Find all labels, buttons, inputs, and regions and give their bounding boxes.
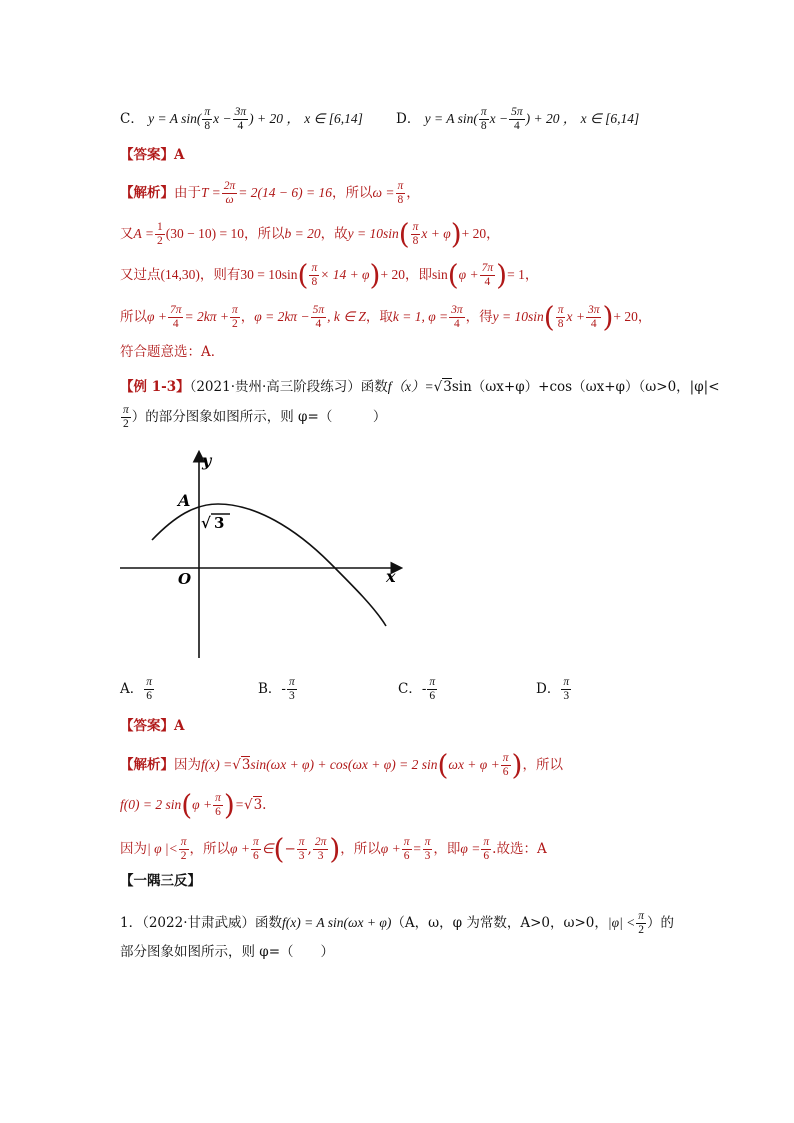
explanation-1-line-5: 符合题意选：A．: [120, 344, 225, 360]
explanation-2-line-2: f(0) = 2 sin(φ + $\frac{\pi}{6}$ )=√3.: [120, 788, 267, 822]
fraction: $\frac{\pi}{8}$: [480, 106, 487, 132]
fraction: $\frac{\pi}{3}$: [563, 676, 570, 702]
sqrt-value: 3: [214, 514, 225, 532]
choice-c[interactable]: C．- $\frac{\pi}{6}$: [398, 676, 436, 702]
right-paren: ): [369, 258, 381, 292]
fraction: $\frac{\pi}{2}$: [231, 304, 238, 330]
fraction: $\frac{\pi}{8}$: [557, 304, 564, 330]
fraction: $\frac{\pi}{6}$: [502, 752, 509, 778]
fraction: $\frac{5\pi}{4}$: [312, 304, 325, 330]
left-paren: (: [297, 258, 309, 292]
left-paren: (: [273, 832, 285, 866]
fraction: $\frac{\pi}{6}$: [215, 792, 221, 818]
explanation-1-line-2: 又A = $\frac{1}{2}$ (30 − 10) = 10，所以b = 20，故y = 10sin( $\frac{\pi}{8}$ x + φ)+ 20，: [120, 217, 500, 251]
fraction: $\frac{\pi}{6}$: [483, 836, 490, 862]
fraction: $\frac{\pi}{3}$: [288, 676, 295, 702]
options-cd-row: [120, 106, 363, 133]
fraction: $\frac{5\pi}{4}$: [511, 106, 523, 132]
explanation-1-line-3: 又过点(14,30)，则有30 = 10sin( $\frac{\pi}{8}$ × 14 + φ)+ 20，即sin(φ + $\frac{7\pi}{4}$ )= 1，: [120, 258, 539, 292]
fraction: $\frac{\pi}{2}$: [638, 910, 645, 936]
fraction: $\frac{3\pi}{4}$: [234, 106, 247, 132]
fraction: $\frac{\pi}{2}$: [123, 404, 129, 430]
left-paren: (: [181, 788, 193, 822]
sine-curve: [152, 504, 386, 626]
left-paren: (: [447, 258, 459, 292]
origin-label: O: [178, 570, 192, 588]
right-paren: ): [329, 832, 341, 866]
fraction: $\frac{\pi}{8}$: [412, 221, 419, 247]
fraction: $\frac{3\pi}{4}$: [587, 304, 600, 330]
sqrt-sign: √3: [243, 797, 263, 813]
fraction: $\frac{\pi}{6}$: [146, 676, 153, 702]
x-axis-label: x: [386, 567, 396, 586]
left-paren: (: [437, 748, 449, 782]
section-heading: 【一隅三反】: [120, 873, 201, 889]
right-paren: ): [223, 788, 235, 822]
choice-b[interactable]: B．- $\frac{\pi}{3}$: [258, 676, 295, 702]
example-header-cont: $\frac{\pi}{2}$ ）的部分图象如图所示，则 φ=（ ）: [123, 404, 387, 430]
fraction: $\frac{3\pi}{4}$: [451, 304, 463, 330]
sqrt-symbol: √: [201, 514, 211, 532]
left-paren: (: [543, 300, 555, 334]
answer-2: 【答案】A: [120, 718, 185, 734]
explanation-2-line-1: 【解析】因为f(x) =√3sin(ωx + φ) + cos(ωx + φ) = 2 sin(ωx + φ + $\frac{\pi}{6}$ )，所以: [120, 748, 563, 782]
function-graph: [120, 448, 410, 660]
fraction: $\frac{\pi}{3}$: [424, 836, 431, 862]
option-c: C． y = A sin( $\frac{\pi}{8}$ x − $\frac{3\pi}{4}$ ) + 20 ， x ∈ [6,14]: [120, 106, 363, 132]
right-paren: ): [450, 217, 462, 251]
example-header: 【例 1-3】（2021·贵州·高三阶段练习）函数f（x）=√3sin（ωx+φ）+cos（ωx+φ）（ω>0，|φ|<: [120, 379, 720, 395]
sqrt-sign: √3: [433, 379, 452, 395]
choice-a[interactable]: A． $\frac{\pi}{6}$: [120, 676, 153, 702]
option-d: D． y = A sin( $\frac{\pi}{8}$ x − $\frac{5\pi}{4}$ ) + 20 ， x ∈ [6,14]: [396, 106, 640, 132]
fraction: $\frac{\pi}{6}$: [429, 676, 436, 702]
problem-1-line-2: 部分图象如图所示，则 φ=（ ）: [120, 944, 335, 960]
fraction: $\frac{\pi}{8}$: [397, 180, 404, 206]
fraction: $\frac{1}{2}$: [157, 221, 163, 247]
right-paren: ): [496, 258, 508, 292]
explanation-1-line-1: 【解析】由于T = $\frac{2\pi}{\omega}$ = 2(14 − 6) = 16，所以ω = $\frac{\pi}{8}$ ，: [120, 180, 420, 206]
fraction: $\frac{\pi}{3}$: [298, 836, 305, 862]
right-paren: ): [602, 300, 614, 334]
answer-1: 【答案】A: [120, 147, 185, 163]
fraction: $\frac{7\pi}{4}$: [169, 304, 182, 330]
fraction: $\frac{\pi}{6}$: [253, 836, 259, 862]
fraction: $\frac{7\pi}{4}$: [481, 262, 494, 288]
explanation-2-line-3: 因为| φ |< $\frac{\pi}{2}$ ，所以φ + $\frac{\pi}{6}$ ∈(− $\frac{\pi}{3}$ , $\frac{2\pi}{3}$ )，所以φ + $\frac{\pi}{6}$ = $\frac{\pi}{3}$ ，即φ = $\frac{\pi}{6}$ .故选：A: [120, 832, 547, 866]
left-paren: (: [398, 217, 410, 251]
problem-1-line-1: 1．（2022·甘肃武威）函数f(x) = A sin(ωx + φ)（A，ω，φ 为常数，A>0，ω>0，|φ| < $\frac{\pi}{2}$ ）的: [120, 910, 675, 936]
fraction: $\frac{\pi}{6}$: [403, 836, 410, 862]
fraction: $\frac{2\pi}{3}$: [314, 836, 327, 862]
fraction: $\frac{\pi}{2}$: [180, 836, 187, 862]
sqrt-sign: √3: [232, 757, 251, 773]
right-paren: ): [511, 748, 523, 782]
choice-d[interactable]: D． $\frac{\pi}{3}$: [536, 676, 570, 702]
fraction: $\frac{\pi}{8}$: [204, 106, 211, 132]
explanation-1-line-4: 所以φ + $\frac{7\pi}{4}$ = 2kπ + $\frac{\pi}{2}$ ，φ = 2kπ − $\frac{5\pi}{4}$ , k ∈ Z，取k = 1, φ = $\frac{3\pi}{4}$ ，得y = 10sin( $\frac{\pi}{8}$ x + $\frac{3\pi}{4}$ )+ 20，: [120, 300, 652, 334]
y-axis-label: y: [202, 451, 212, 470]
fraction: $\frac{2\pi}{\omega}$: [223, 180, 236, 206]
fraction: $\frac{\pi}{8}$: [311, 262, 318, 288]
amplitude-label: A: [178, 491, 191, 510]
